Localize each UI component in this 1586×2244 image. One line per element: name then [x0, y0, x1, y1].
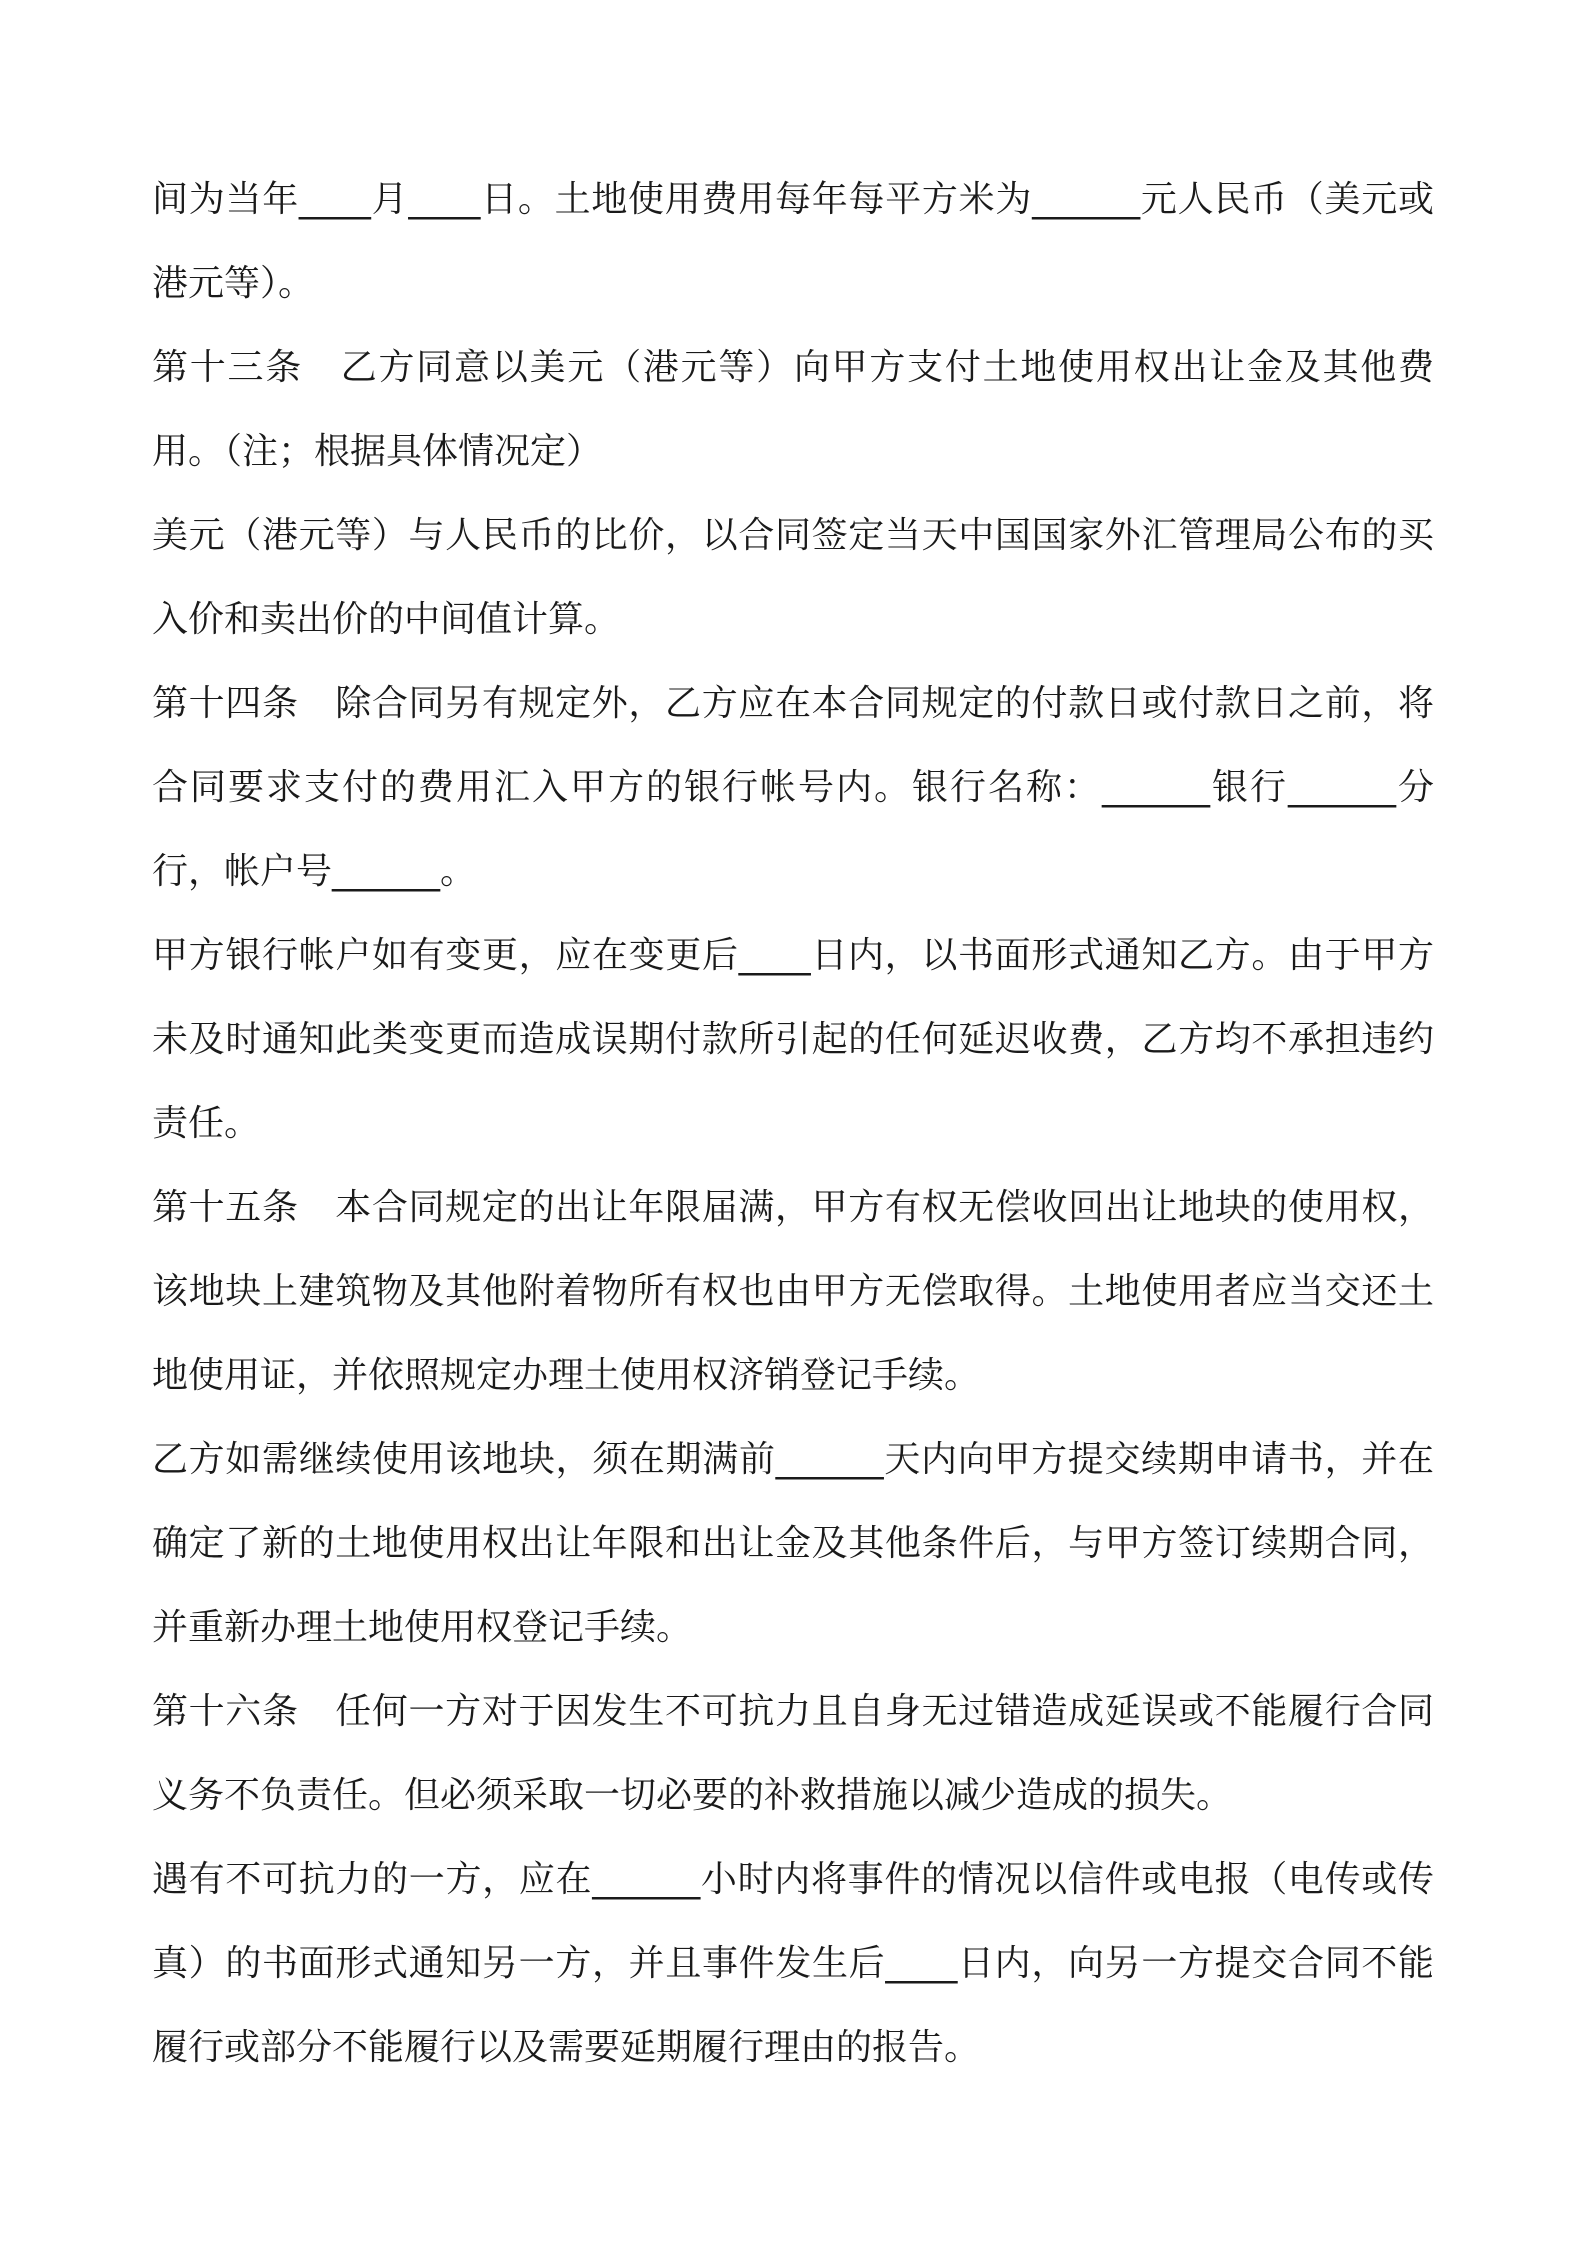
- paragraph-land-fee: 间为当年____月____日。土地使用费用每年每平方米为______元人民币（美元或港元等）。: [152, 179, 1434, 304]
- paragraph-bank-account-change: 甲方银行帐户如有变更，应在变更后____日内，以书面形式通知乙方。由于甲方未及时通知此类变更而造成误期付款所引起的任何延迟收费，乙方均不承担违约责任。: [152, 935, 1434, 1144]
- paragraph-article-13: 第十三条 乙方同意以美元（港元等）向甲方支付土地使用权出让金及其他费用。（注；根据具体情况定）: [152, 347, 1434, 472]
- paragraph-renewal: 乙方如需继续使用该地块，须在期满前______天内向甲方提交续期申请书，并在确定了新的土地使用权出让年限和出让金及其他条件后，与甲方签订续期合同，并重新办理土地使用权登记手续。: [152, 1439, 1434, 1648]
- paragraph-article-16: 第十六条 任何一方对于因发生不可抗力且自身无过错造成延误或不能履行合同义务不负责任。但必须采取一切必要的补救措施以减少造成的损失。: [152, 1691, 1434, 1816]
- paragraph-article-15: 第十五条 本合同规定的出让年限届满，甲方有权无偿收回出让地块的使用权，该地块上建筑物及其他附着物所有权也由甲方无偿取得。土地使用者应当交还土地使用证，并依照规定办理土使用权济销登记手续。: [152, 1187, 1434, 1396]
- document-body: [152, 158, 1434, 2090]
- paragraph-exchange-rate: 美元（港元等）与人民币的比价，以合同签定当天中国国家外汇管理局公布的买入价和卖出价的中间值计算。: [152, 515, 1434, 640]
- paragraph-force-majeure-notice: 遇有不可抗力的一方，应在______小时内将事件的情况以信件或电报（电传或传真）的书面形式通知另一方，并且事件发生后____日内，向另一方提交合同不能履行或部分不能履行以及需要延期履行理由的报告。: [152, 1859, 1434, 2068]
- paragraph-article-14: 第十四条 除合同另有规定外，乙方应在本合同规定的付款日或付款日之前，将合同要求支付的费用汇入甲方的银行帐号内。银行名称：______银行______分行，帐户号______。: [152, 683, 1434, 892]
